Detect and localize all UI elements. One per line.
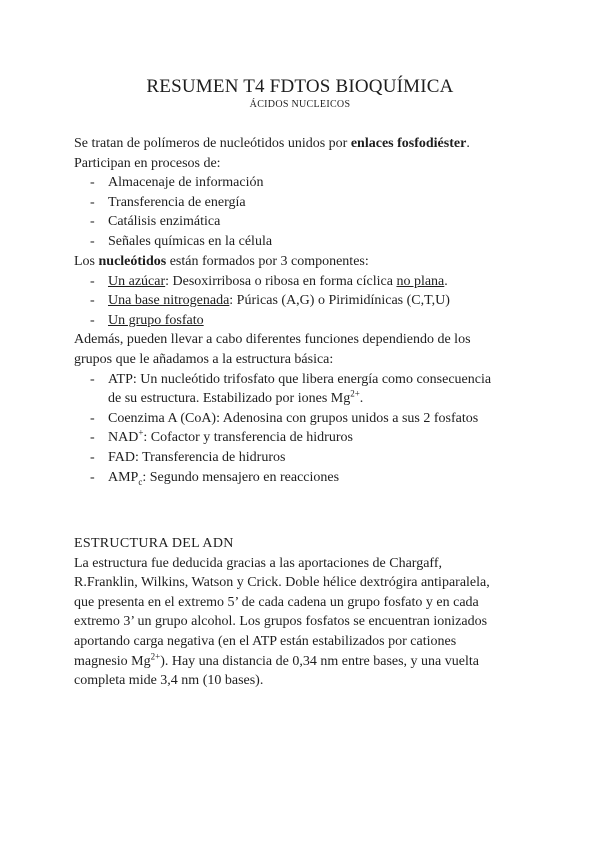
page-title: RESUMEN T4 FDTOS BIOQUÍMICA bbox=[146, 76, 454, 97]
list-item: - Catálisis enzimática bbox=[90, 214, 221, 230]
list-item: - $AMP_c$: Segundo mensajero en reacciones bbox=[90, 469, 340, 487]
paragraph-line: R.Franklin, Wilkins, Watson y Crick. Doble hélice dextrógira antiparalela, bbox=[74, 575, 490, 591]
list-item: - Señales químicas en la célula bbox=[90, 233, 273, 249]
process-list bbox=[74, 173, 534, 251]
intro-lead: Participan en procesos de: bbox=[74, 155, 221, 171]
paragraph-line: aportando carga negativa (en el ATP están estabilizados por cationes bbox=[74, 633, 457, 649]
paragraph-line: La estructura fue deducida gracias a las aportaciones de Chargaff, bbox=[74, 555, 442, 571]
paragraph-line: que presenta en el extremo 5’ de cada cadena un grupo fosfato y en cada bbox=[74, 594, 479, 610]
nucleotides-section bbox=[74, 252, 534, 487]
intro-section bbox=[74, 134, 534, 252]
intro-sentence: Se tratan de polímeros de nucleótidos unidos por enlaces fosfodiéster. bbox=[74, 136, 470, 151]
list-item: - FAD: Transferencia de hidruros bbox=[90, 449, 286, 465]
functions-intro-1: Además, pueden llevar a cabo diferentes funciones dependiendo de los bbox=[74, 332, 471, 348]
dna-section bbox=[74, 534, 534, 691]
functions-list bbox=[74, 370, 534, 488]
paragraph-line: extremo 3’ un grupo alcohol. Los grupos fosfatos se encuentran ionizados bbox=[74, 614, 488, 630]
list-item: - Un grupo fosfato bbox=[90, 312, 204, 328]
paragraph-line: magnesio $Mg^{2+}$). Hay una distancia de 0,34 nm entre bases, y una vuelta bbox=[74, 650, 479, 669]
list-item: - ATP: Un nucleótido trifosfato que libera energía como consecuencia de su estructura. Estabilizado por iones $Mg^{2+}$. bbox=[90, 371, 492, 407]
bold-term: enlaces fosfodiéster bbox=[350, 136, 467, 151]
section-heading: ESTRUCTURA DEL ADN bbox=[74, 536, 234, 551]
bold-term: nucleótidos bbox=[98, 254, 167, 269]
nucleotides-sentence: Los nucleótidos están formados por 3 componentes: bbox=[74, 254, 369, 269]
paragraph-line: completa mide 3,4 nm (10 bases). bbox=[74, 673, 264, 689]
list-item: - Un azúcar: Desoxirribosa o ribosa en forma cíclica no plana. bbox=[90, 273, 448, 289]
page-subtitle: ÁCIDOS NUCLEICOS bbox=[249, 99, 351, 110]
list-item: - Transferencia de energía bbox=[90, 194, 246, 210]
list-item: - NAD+: Cofactor y transferencia de hidruros bbox=[90, 427, 353, 446]
components-list bbox=[74, 272, 534, 331]
list-item: - Almacenaje de información bbox=[90, 175, 264, 191]
list-item: - Una base nitrogenada: Púricas (A,G) o Pirimidínicas (C,T,U) bbox=[90, 293, 450, 309]
functions-intro-2: grupos que le añadamos a la estructura básica: bbox=[74, 351, 334, 367]
list-item: - Coenzima A (CoA): Adenosina con grupos unidos a sus 2 fosfatos bbox=[90, 410, 479, 426]
